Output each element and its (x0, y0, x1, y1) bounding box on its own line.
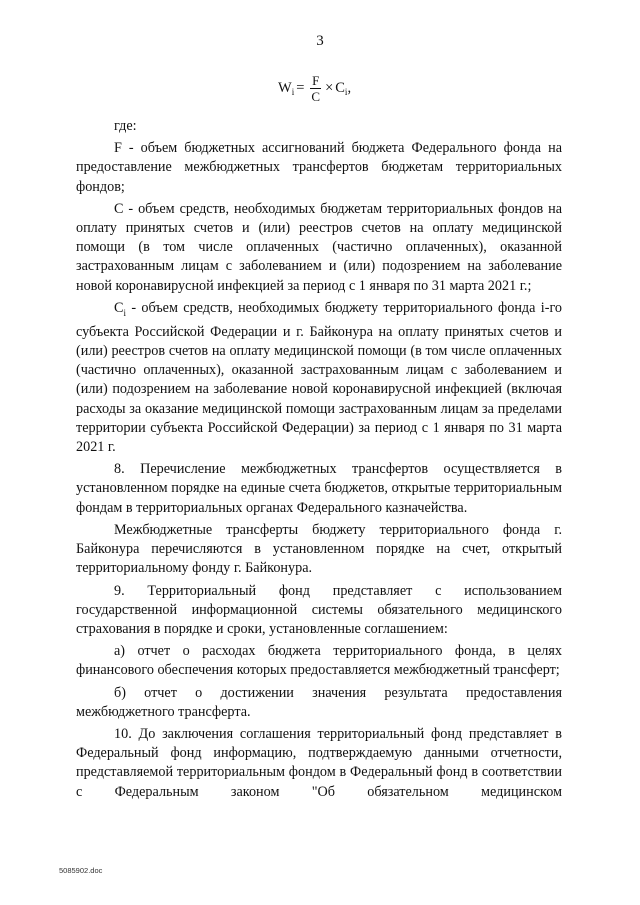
formula-numerator: F (312, 72, 320, 88)
paragraph-9: 9. Территориальный фонд представляет с использованием государственной информационной системы обязательного медицинского страхования в порядке и сроки, установленные соглашением: (76, 582, 562, 637)
ci-text: - объем средств, необходимых бюджету территориального фонда i-го субъекта Российской Федерации и г. Байконура на оплату принятых счетов и (или) реестров счетов на оплату медицинской помощи (в том числе оплаченных (частично оплаченных), оказанной застрахованным лицам с заболеванием и (или) подозрением на заболевание новой коронавирусной инфекцией (включая расходы за оказание медицинской помощи застрахованным лицам за пределами территории субъекта Российской Федерации) за период с 1 января по 31 марта 2021 г. (76, 299, 562, 456)
formula (278, 68, 351, 108)
formula-times: × (325, 79, 334, 96)
formula-fraction (309, 73, 322, 104)
paragraph-10: 10. До заключения соглашения территориальный фонд представляет в Федеральный фонд информацию, подтверждаемую данными отчетности, представляемой территориальным фондом в Федеральный фонд в соответствии с Федеральным законом "Об обязательном медицинском (76, 725, 562, 800)
paragraph-8: 8. Перечисление межбюджетных трансфертов осуществляется в установленном порядке на единые счета бюджетов, открытые территориальным фондам в территориальных органах Федерального казначейства. (76, 461, 562, 516)
formula-equals: = (296, 79, 305, 96)
footer-filename: 5085902.doc (59, 866, 103, 875)
document-body (76, 117, 562, 802)
formula-rhs: $C_i$ (335, 79, 348, 97)
paragraph-where: где: (114, 118, 137, 134)
formula-denominator: C (311, 88, 321, 104)
paragraph-9b: б) отчет о достижении значения результата предоставления межбюджетного трансферта. (76, 684, 562, 720)
paragraph-c-definition: С - объем средств, необходимых бюджетам территориальных фондов на оплату принятых счетов и (или) реестров счетов на оплату медицинской помощи (в том числе оплаченных (частично оплаченных), оказанной застрахованным лицам с заболеванием и (или) подозрением на заболевание новой коронавирусной инфекцией за период с 1 января по 31 марта 2021 г.; (76, 200, 562, 294)
paragraph-f-definition: F - объем бюджетных ассигнований бюджета Федерального фонда на предоставление межбюджетных трансфертов бюджетам территориальных фондов; (76, 140, 562, 195)
formula-lhs: $W_i$ (278, 79, 295, 97)
ci-subscript: i (123, 307, 126, 318)
formula-tail: , (347, 79, 352, 96)
ci-symbol: С (114, 299, 124, 316)
paragraph-9a: а) отчет о расходах бюджета территориального фонда, в целях финансового обеспечения которых предоставляется межбюджетный трансферт; (76, 643, 562, 679)
paragraph-baikonur: Межбюджетные трансферты бюджету территориального фонда г. Байконура перечисляются в установленном порядке на счет, открытый территориальному фонду г. Байконура. (76, 521, 562, 577)
page-number: 3 (316, 33, 324, 49)
paragraph-ci-definition (76, 299, 562, 457)
